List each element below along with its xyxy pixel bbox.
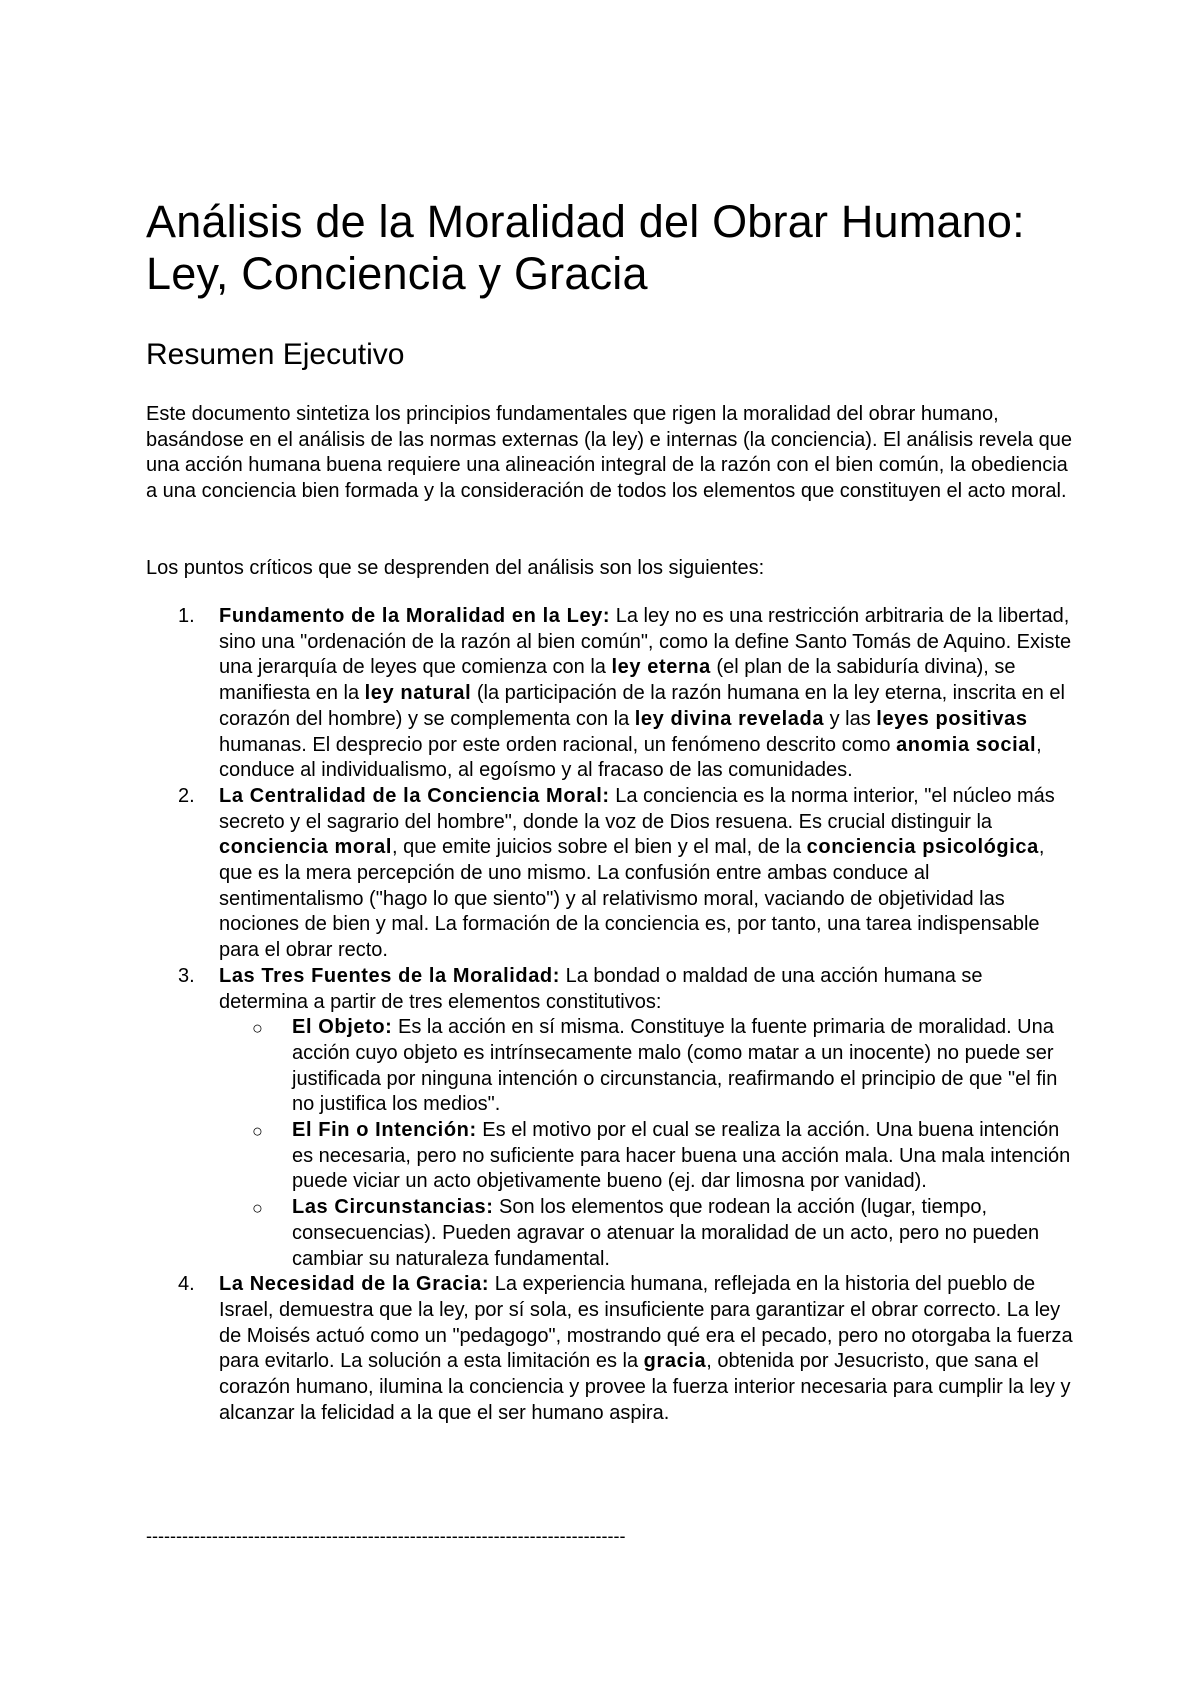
list-number: 1. [178,605,195,627]
sub-list-item [219,1195,1076,1272]
circle-bullet-icon: ○ [252,1198,263,1219]
point-text: humanas. El desprecio por este orden racional, un fenómeno descrito como [219,733,897,756]
critical-points-list [146,604,1076,1427]
circle-bullet-icon: ○ [252,1121,263,1142]
point-text: La bondad o maldad de una acción humana se determina a partir de tres elementos constitutivos: [219,964,983,1013]
point-text: , que es la mera percepción de uno mismo. La confusión entre ambas conduce al sentimentalismo ("hago lo que siento") y al relativismo moral, vaciando de objetividad las nociones de bien y mal. La formación de la conciencia es, por tanto, una tarea indispensable para el obrar recto. [219,836,1045,962]
bold-term: gracia [643,1350,707,1373]
lead-in-paragraph: Los puntos críticos que se desprenden del análisis son los siguientes: [146,557,765,579]
sub-list-item [219,1015,1076,1118]
intro-paragraph: Este documento sintetiza los principios fundamentales que rigen la moralidad del obrar humano, basándose en el análisis de las normas externas (la ley) e internas (la conciencia). El análisis revela que una acción humana buena requiere una alineación integral de la razón con el bien común, la obediencia a una conciencia bien formada y la consideración de todos los elementos que constituyen el acto moral. [146,403,1073,503]
sub-list-item [219,1118,1076,1195]
bold-term: leyes positivas [876,707,1028,730]
bold-term: conciencia moral [219,836,392,859]
bold-term: conciencia psicológica [806,836,1039,859]
point-text: y las [824,707,877,730]
document-title: Análisis de la Moralidad del Obrar Humano: Ley, Conciencia y Gracia [146,196,1025,299]
list-item [146,604,1076,784]
point-text: La conciencia es la norma interior, "el núcleo más secreto y el sagrario del hombre", donde la voz de Dios resuena. Es crucial distinguir la [219,784,1055,833]
point-text: , obtenida por Jesucristo, que sana el corazón humano, ilumina la conciencia y provee la fuerza interior necesaria para cumplir la ley y alcanzar la felicidad a la que el ser humano aspira. [219,1350,1071,1424]
point-text: , que emite juicios sobre el bien y el mal, de la [392,836,807,859]
point-text: (el plan de la sabiduría divina), se manifiesta en la [219,656,1016,705]
point-text: (la participación de la razón humana en la ley eterna, inscrita en el corazón del hombre) y se complementa con la [219,682,1065,730]
point-text: La ley no es una restricción arbitraria de la libertad, sino una "ordenación de la razón al bien común", como la define Santo Tomás de Aquino. Existe una jerarquía de leyes que comienza con la [219,605,1072,679]
list-number: 4. [178,1273,195,1296]
list-item [146,964,1076,1272]
list-number: 3. [178,964,195,987]
list-item [146,784,1076,964]
bold-term: anomia social [896,733,1037,756]
document-page [146,196,1076,1546]
sub-item-heading: El Objeto: [292,1016,393,1039]
list-item [146,1272,1076,1426]
sub-item-text: Es el motivo por el cual se realiza la acción. Una buena intención es necesaria, pero no suficiente para hacer buena una acción mala. Una mala intención puede viciar un acto objetivamente bueno (ej. dar limosna por vanidad). [292,1119,1071,1193]
point-text: , conduce al individualismo, al egoísmo y al fracaso de las comunidades. [219,733,1042,782]
point-heading: La Centralidad de la Conciencia Moral: [219,784,610,807]
sub-item-text: Es la acción en sí misma. Constituye la fuente primaria de moralidad. Una acción cuyo objeto es intrínsecamente malo (como matar a un inocente) no puede ser justificada por ninguna intención o circunstancia, reafirmando el principio de que "el fin no justifica los medios". [292,1016,1058,1116]
circle-bullet-icon: ○ [252,1018,263,1039]
point-heading: La Necesidad de la Gracia: [219,1273,490,1296]
point-heading: Fundamento de la Moralidad en la Ley: [219,605,611,627]
sub-item-text: Son los elementos que rodean la acción (lugar, tiempo, consecuencias). Pueden agravar o atenuar la moralidad de un acto, pero no pueden cambiar su naturaleza fundamental. [292,1196,1040,1270]
bold-term: ley divina revelada [634,707,825,730]
moral-sources-list [219,1015,1076,1272]
bold-term: ley eterna [611,656,711,679]
point-text: La experiencia humana, reflejada en la historia del pueblo de Israel, demuestra que la ley, por sí sola, es insuficiente para garantizar el obrar correcto. La ley de Moisés actuó como un "pedagogo", mostrando qué era el pecado, pero no otorgaba la fuerza para evitarlo. La solución a esta limitación es la [219,1273,1073,1373]
sub-item-heading: Las Circunstancias: [292,1196,494,1219]
section-heading: Resumen Ejecutivo [146,338,405,371]
sub-item-heading: El Fin o Intención: [292,1119,477,1142]
point-heading: Las Tres Fuentes de la Moralidad: [219,964,561,987]
bold-term: ley natural [364,682,472,705]
list-number: 2. [178,784,195,807]
separator-line: -------------------------------------------------------------------------------- [146,1526,626,1546]
